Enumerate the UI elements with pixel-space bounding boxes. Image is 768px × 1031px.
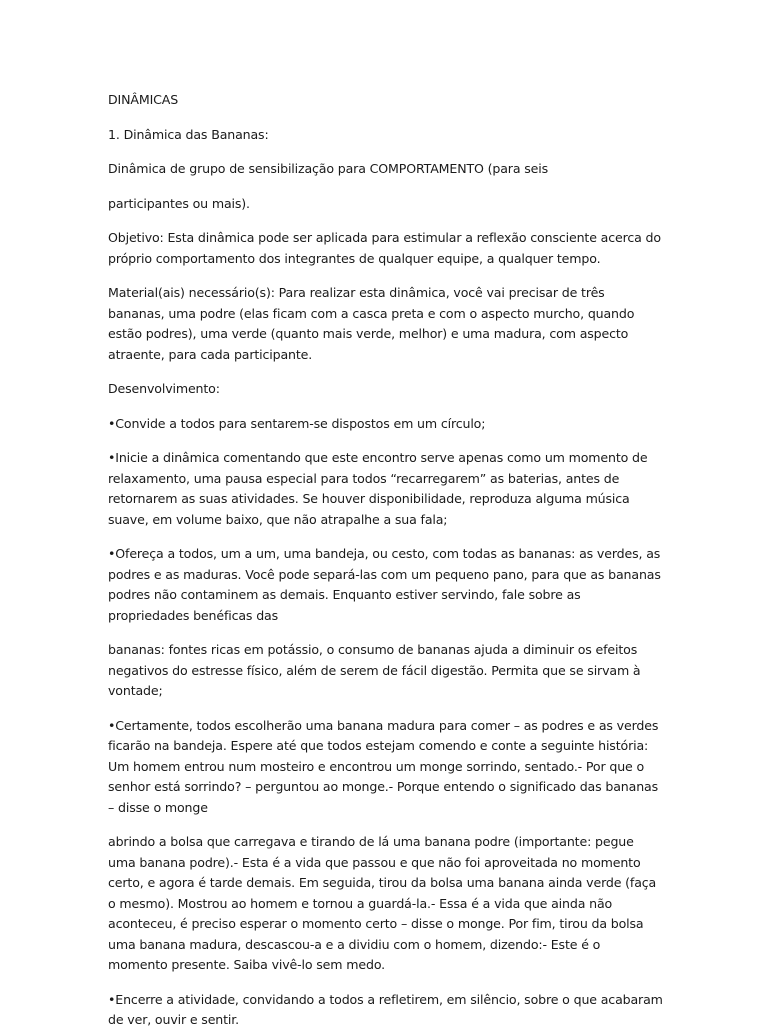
bullet-item-5: •Encerre a atividade, convidando a todos a refletirem, em silêncio, sobre o que acabaram de ver, ouvir e sentir. (108, 991, 663, 1027)
bullet-item-4: •Certamente, todos escolherão uma banana madura para comer – as podres e as verdes ficarão na bandeja. Espere até que todos estejam comendo e conte a seguinte história: Um homem entrou num mosteiro e encontrou um monge sorrindo, sentado.- Por que o senhor está sorrindo? – perguntou ao monge.- Porque entendo o significado das bananas – disse o monge (108, 717, 659, 815)
document-page (108, 90, 663, 1031)
materials-paragraph: Material(ais) necessário(s): Para realizar esta dinâmica, você vai precisar de três bananas, uma podre (elas ficam com a casca preta e com o aspecto murcho, quando estão podres), uma verde (quanto mais verde, melhor) e uma madura, com aspecto atraente, para cada participante. (108, 285, 635, 362)
development-heading: Desenvolvimento: (108, 381, 220, 396)
bullet-item-3: •Ofereça a todos, um a um, uma bandeja, ou cesto, com todas as bananas: as verdes, as podres e as maduras. Você pode separá-las com um pequeno pano, para que as bananas podres não contaminem as demais. Enquanto estiver servindo, fale sobre as propriedades benéficas das (108, 546, 661, 623)
bullet-item-4-continued: abrindo a bolsa que carregava e tirando de lá uma banana podre (importante: pegue uma banana podre).- Esta é a vida que passou e que não foi aproveitada no momento certo, e agora é tarde demais. Em seguida, tirou da bolsa uma banana ainda verde (faça o mesmo). Mostrou ao homem e tornou a guardá-la.- Essa é a vida que ainda não aconteceu, é preciso esperar o momento certo – disse o monge. Por fim, tirou da bolsa uma banana madura, descascou-a e a dividiu com o homem, dizendo:- Este é o momento presente. Saiba vivê-lo sem medo. (108, 834, 657, 972)
objective-paragraph: Objetivo: Esta dinâmica pode ser aplicada para estimular a reflexão consciente acerca do próprio comportamento dos integrantes de qualquer equipe, a qualquer tempo. (108, 230, 661, 266)
section-title: 1. Dinâmica das Bananas: (108, 126, 269, 142)
intro-line-2: participantes ou mais). (108, 195, 250, 211)
bullet-item-3-continued: bananas: fontes ricas em potássio, o consumo de bananas ajuda a diminuir os efeitos negativos do estresse físico, além de serem de fácil digestão. Permita que se sirvam à vontade; (108, 642, 641, 698)
document-title: DINÂMICAS (108, 92, 179, 107)
bullet-item-1: •Convide a todos para sentarem-se dispostos em um círculo; (108, 415, 486, 431)
intro-line-1: Dinâmica de grupo de sensibilização para COMPORTAMENTO (para seis (108, 161, 549, 176)
bullet-item-2: •Inicie a dinâmica comentando que este encontro serve apenas como um momento de relaxamento, uma pausa especial para todos “recarregarem” as baterias, antes de retornarem as suas atividades. Se houver disponibilidade, reproduza alguma música suave, em volume baixo, que não atrapalhe a sua fala; (108, 450, 648, 527)
